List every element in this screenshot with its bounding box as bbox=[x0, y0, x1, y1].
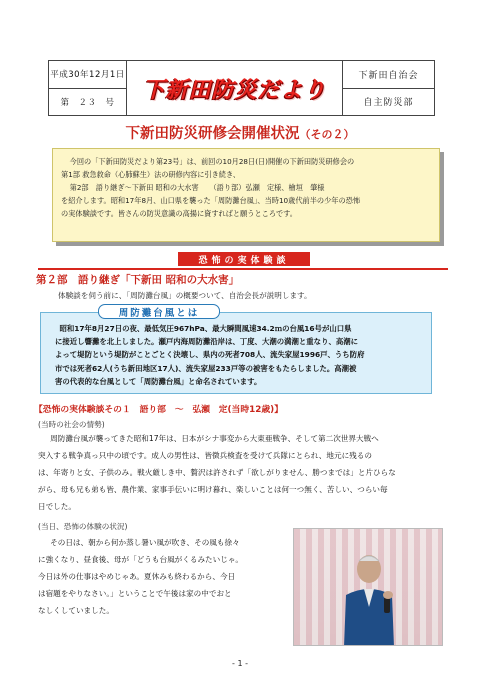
typhoon-label: 周防灘台風とは bbox=[98, 304, 220, 319]
intro-line: 第2部 語り継ぎ～下新田 昭和の大水害 （語り部）弘瀬 定様、檜垣 肇様 bbox=[69, 183, 325, 192]
intro-line: の実体験談です。皆さんの防災意識の高揚に資すればと願うところです。 bbox=[61, 209, 297, 218]
masthead bbox=[48, 60, 435, 116]
page-heading-sub: （その２） bbox=[299, 128, 355, 141]
masthead-right bbox=[342, 61, 434, 115]
paragraph-line: 突入する戦争真っ只中の頃です。成人の男性は、皆徴兵検査を受けて兵隊にとられ、地元に残るの bbox=[38, 451, 372, 460]
typhoon-line: 害の代表的な台風として「周防灘台風」と命名されています。 bbox=[55, 376, 262, 386]
experience-title: 【恐怖の実体験談その１ 語り部 ～ 弘瀬 定(当時12歳)】 bbox=[34, 405, 284, 415]
section-divider bbox=[38, 268, 448, 270]
storyteller-photo bbox=[293, 528, 443, 646]
storyteller-figure bbox=[338, 549, 400, 646]
intro-line: 今回の「下新田防災だより第23号」は、前回の10月28日(日)開催の下新田防災研修会の bbox=[69, 157, 355, 166]
paragraph-line: がら、母も兄も弟も皆、農作業、家事手伝いに明け暮れ、楽しいことは何一つ無く、苦しい、つらい毎 bbox=[38, 485, 388, 494]
intro-box bbox=[52, 148, 440, 242]
organization-name: 下新田自治会 bbox=[343, 61, 434, 89]
part-title: 第２部 語り継ぎ「下新田 昭和の大水害」 bbox=[36, 274, 240, 286]
page-heading-main: 下新田防災研修会開催状況 bbox=[125, 126, 300, 142]
typhoon-line: よって堤防という堤防がことごとく決壊し、県内の死者708人、流失家屋1996戸、うち防府 bbox=[55, 350, 365, 360]
masthead-title-area bbox=[127, 61, 342, 115]
issue-date: 平成30年12月1日 bbox=[49, 61, 126, 89]
context-note: (当時の社会の情勢) bbox=[38, 420, 105, 429]
intro-line: 第1部 救急救命（心肺蘇生）法の研修内容に引き続き、 bbox=[61, 170, 241, 179]
paragraph-line: 周防灘台風が襲ってきた昭和17年は、日本がシナ事変から大東亜戦争、そして第二次世界大戦へ bbox=[50, 434, 379, 443]
page-heading bbox=[0, 122, 480, 143]
typhoon-line: 昭和17年8月27日の夜、最低気圧967hPa、最大瞬間風速34.2ｍの台風16号が山口県 bbox=[59, 324, 352, 333]
newsletter-title: 下新田防災だより bbox=[142, 77, 327, 103]
typhoon-box bbox=[40, 312, 432, 394]
paragraph-line: なしくしていました。 bbox=[38, 606, 114, 615]
typhoon-line: に接近し響灘を北上しました。瀬戸内海周防灘沿岸は、丁度、大潮の満潮と重なり、高潮に bbox=[55, 337, 359, 347]
paragraph-line: 今日は外の仕事はやめじゃあ。夏休みも終わるから、今日 bbox=[38, 572, 236, 581]
intro-line: を紹介します。昭和17年8月、山口県を襲った「周防灘台風」、当時10歳代前半の少年の恐怖 bbox=[61, 196, 361, 205]
paragraph-line: 日でした。 bbox=[38, 502, 76, 511]
masthead-left bbox=[49, 61, 127, 115]
experience-paragraph-2 bbox=[38, 534, 290, 619]
issue-number: 第 ２３ 号 bbox=[60, 97, 115, 108]
department-name: 自主防災部 bbox=[363, 98, 414, 109]
section-band: 恐怖の実体験談 bbox=[178, 252, 310, 266]
experience-paragraph-1 bbox=[38, 430, 448, 515]
paragraph-line: は、年寄りと女、子供のみ。戦火厳しき中、贅沢は許されず「欲しがりません、勝つまでは」と片ひらな bbox=[38, 468, 396, 477]
paragraph-line: に強くなり、昼食後、母が「どうも台風がくるみたいじゃ。 bbox=[38, 555, 244, 564]
paragraph-line: は宿題をやりなさい。」ということで午後は家の中でおと bbox=[38, 589, 232, 598]
situation-note: (当日、恐怖の体験の状況) bbox=[38, 522, 128, 531]
typhoon-line: 市では死者62人(うち新田地区17人)、流失家屋233戸等の被害をもたらしました。高潮被 bbox=[55, 363, 357, 373]
part-intro: 体験談を伺う前に、「周防灘台風」の概要ついて、自治会長が説明します。 bbox=[58, 291, 312, 300]
page-number: - 1 - bbox=[232, 659, 248, 668]
paragraph-line: その日は、朝から何か蒸し暑い風が吹き、その風も徐々 bbox=[50, 538, 240, 547]
